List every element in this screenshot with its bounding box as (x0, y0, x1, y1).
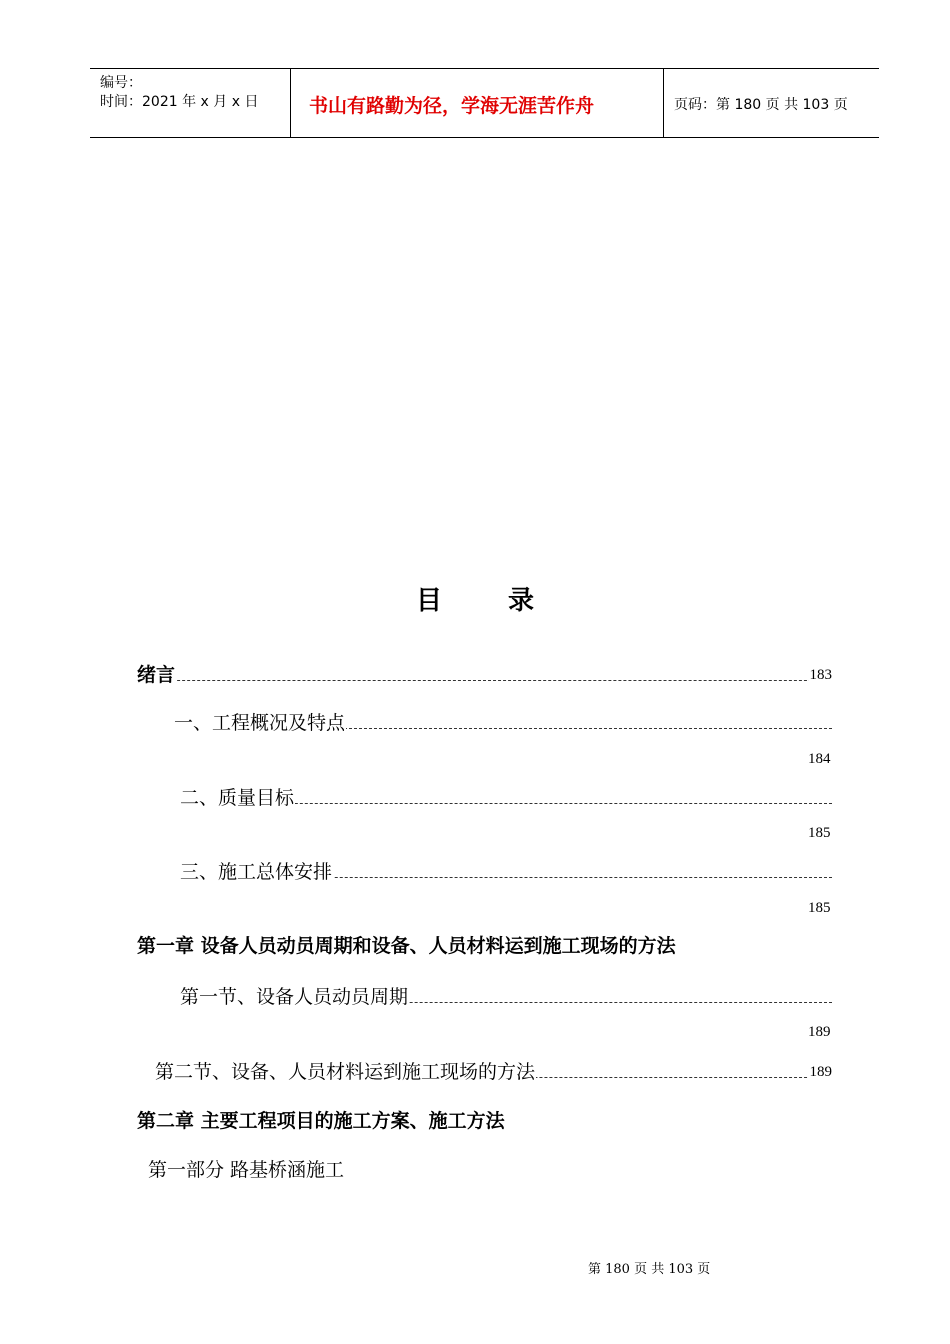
document-time-label: 时间：2021 年 x 月 x 日 (100, 94, 259, 110)
page-footer: 第 180 页 共 103 页 (588, 1262, 711, 1277)
toc-entry-label: 二、质量目标 (180, 787, 295, 809)
toc-chapter-1[interactable]: 第一章 设备人员动员周期和设备、人员材料运到施工现场的方法 (137, 935, 676, 957)
header-motto: 书山有路勤为径，学海无涯苦作舟 (309, 95, 595, 117)
toc-entry-label: 三、施工总体安排 (180, 861, 333, 883)
toc-entry-label: 一、工程概况及特点 (174, 712, 346, 734)
toc-entry-page: 184 (808, 751, 831, 767)
toc-entry-page: 183 (809, 662, 833, 688)
header-meta-cell (90, 69, 291, 137)
toc-chapter-2[interactable]: 第二章 主要工程项目的施工方案、施工方法 (137, 1110, 505, 1132)
header-page-info: 页码：第 180 页 共 103 页 (674, 97, 848, 113)
toc-entry-page: 185 (808, 825, 831, 841)
toc-entry-section-2[interactable] (155, 1059, 832, 1085)
toc-entry-label: 第二节、设备、人员材料运到施工现场的方法 (155, 1061, 536, 1083)
toc-entry-label: 第一节、设备人员动员周期 (180, 986, 409, 1008)
toc-entry-intro[interactable] (137, 662, 832, 688)
header-motto-cell (291, 69, 664, 137)
leader-dots (137, 680, 832, 681)
page-title: 目录 (415, 586, 600, 616)
toc-entry-label: 绪言 (137, 664, 176, 686)
toc-entry-overview[interactable] (174, 710, 832, 736)
toc-entry-quality[interactable] (180, 785, 832, 811)
document-number-label: 编号： (100, 75, 142, 91)
header-table (90, 68, 879, 138)
toc-entry-page: 185 (808, 900, 831, 916)
header-page-cell (664, 69, 879, 137)
toc-entry-page: 189 (809, 1059, 833, 1085)
toc-entry-arrangement[interactable] (180, 859, 832, 885)
toc-entry-page: 189 (808, 1024, 831, 1040)
toc-part-1[interactable]: 第一部分 路基桥涵施工 (148, 1159, 345, 1181)
toc-entry-section-1[interactable] (180, 984, 832, 1010)
